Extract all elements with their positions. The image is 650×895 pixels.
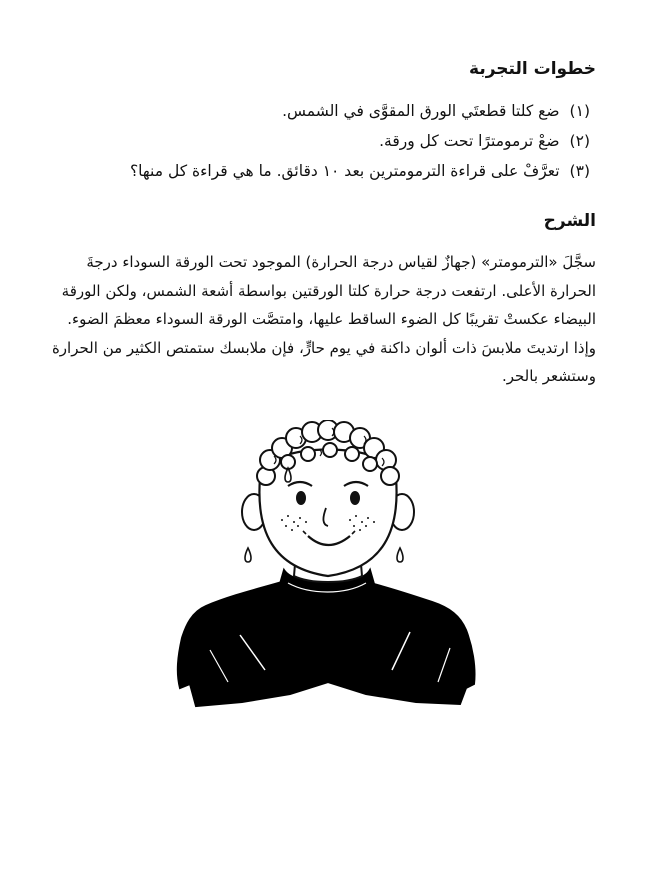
explanation-paragraph — [50, 248, 596, 391]
step-text: ضع كلتا قطعتَي الورق المقوَّى في الشمس. — [282, 102, 560, 120]
explanation-line: الحرارة الأعلى. ارتفعت درجة حرارة كلتا الورقتين بواسطة أشعة الشمس، ولكن الورقة — [61, 281, 596, 300]
dark-shirt — [178, 582, 475, 706]
left-eye — [296, 491, 306, 505]
sweating-boy-illustration — [170, 420, 480, 710]
step-text: تعرَّفْ على قراءة الترمومترين بعد ١٠ دقائق. ما هي قراءة كل منها؟ — [129, 162, 560, 180]
steps-heading: خطوات التجربة — [469, 59, 596, 79]
sweat-drop — [397, 548, 403, 562]
step-item — [50, 96, 590, 126]
explanation-heading: الشرح — [543, 211, 596, 231]
step-number: (١) — [569, 102, 590, 120]
explanation-line: سجَّلَ «الترمومتر» (جهازٌ لقياس درجة الحرارة) الموجود تحت الورقة السوداء درجةَ — [86, 253, 596, 271]
step-number: (٣) — [569, 162, 590, 180]
step-number: (٢) — [569, 132, 590, 150]
right-eye — [350, 491, 360, 505]
explanation-line: البيضاء عكستْ تقريبًا كل الضوء الساقط عليها، وامتصَّت الورقة السوداء معظمَ الضوء. — [67, 310, 596, 328]
sweat-drop — [245, 548, 251, 562]
step-item — [50, 156, 590, 186]
step-item — [50, 126, 590, 156]
step-text: ضعْ ترمومترًا تحت كل ورقة. — [379, 132, 560, 150]
explanation-line: وإذا ارتديتَ ملابسَ ذات ألوان داكنة في يوم حارٍّ، فإن ملابسك ستمتص الكثير من الحرارة — [51, 338, 596, 357]
steps-list — [50, 96, 590, 186]
explanation-line: وستشعر بالحر. — [501, 367, 596, 385]
